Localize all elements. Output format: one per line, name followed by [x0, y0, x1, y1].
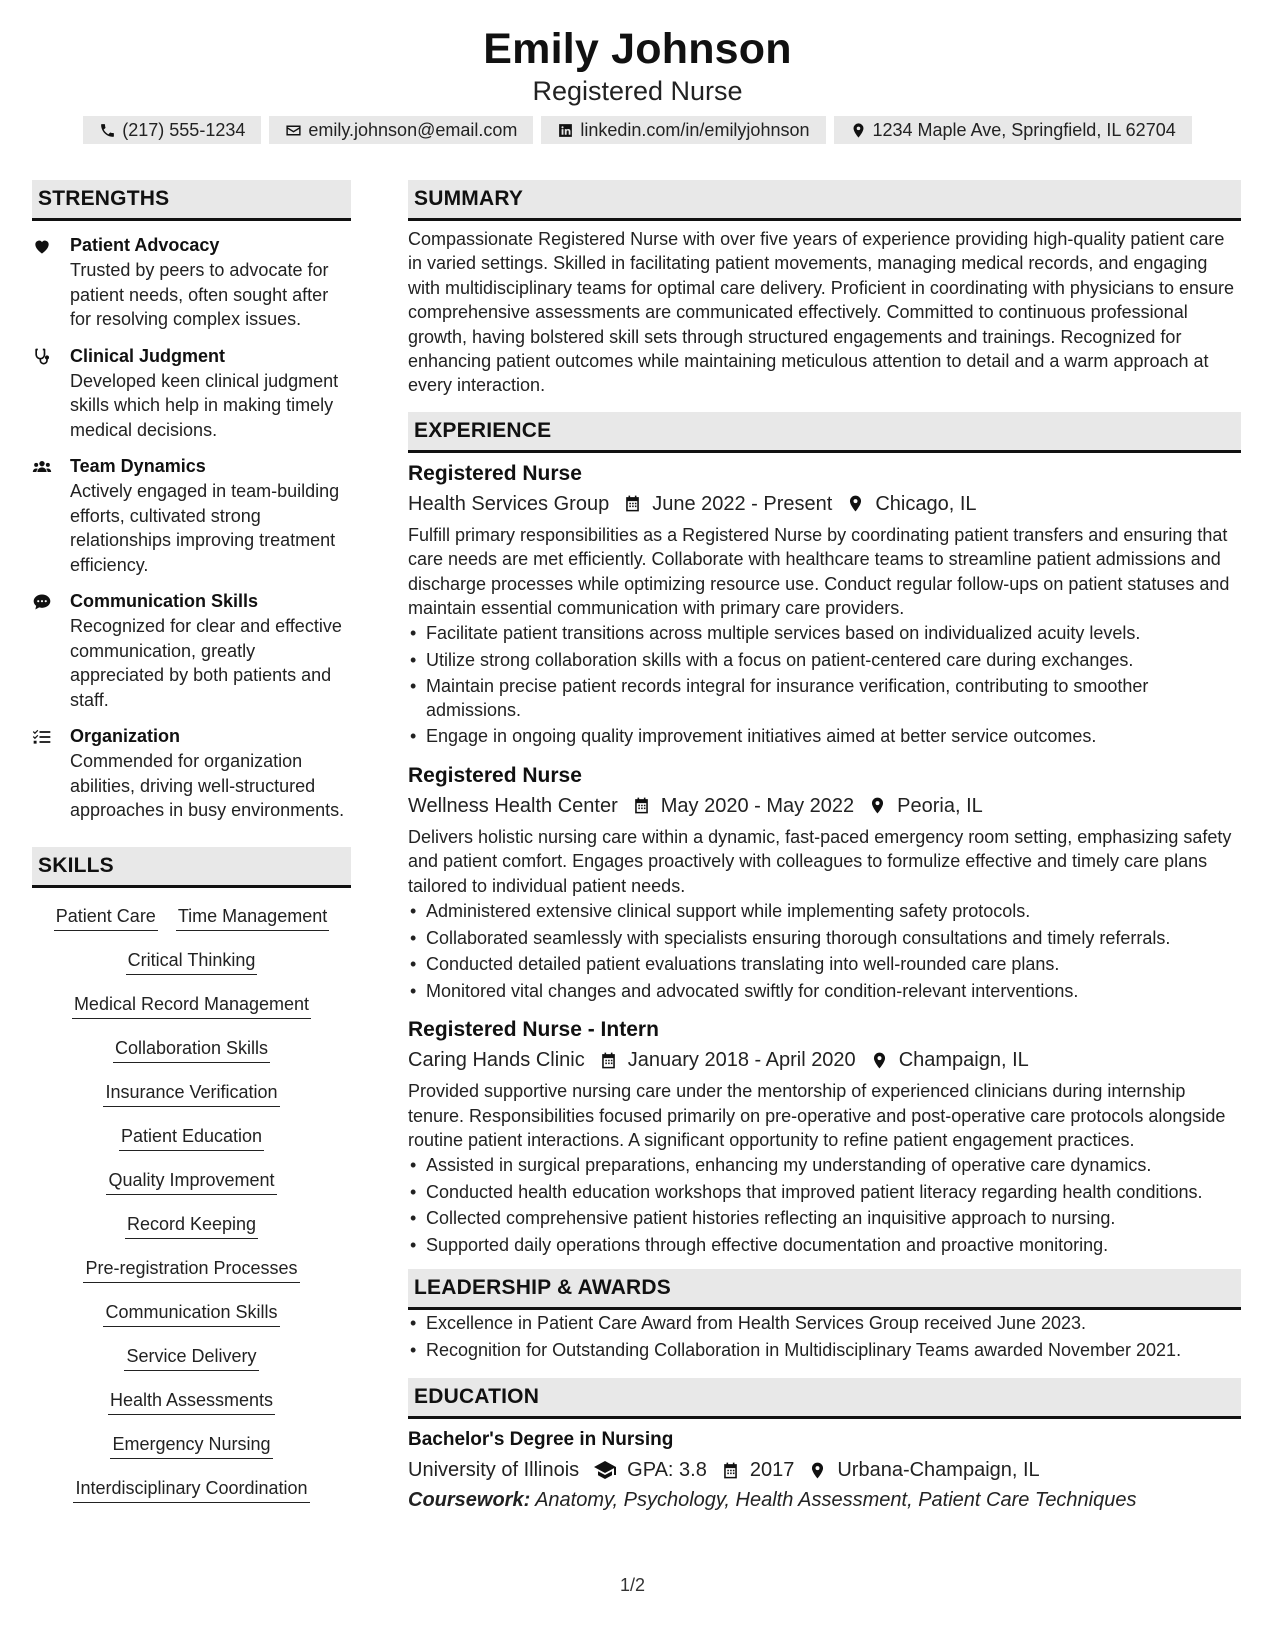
skill-tag: Emergency Nursing — [110, 1432, 272, 1459]
checklist-icon — [32, 727, 52, 747]
list-item: • Engage in ongoing quality improvement initiatives aimed at better service outcomes. — [408, 725, 1241, 749]
job-dates: January 2018 - April 2020 — [627, 1049, 856, 1072]
skill-tag: Interdisciplinary Coordination — [73, 1476, 309, 1503]
envelope-icon — [285, 122, 302, 139]
job-location: Champaign, IL — [898, 1049, 1029, 1072]
education-location: Urbana-Champaign, IL — [837, 1459, 1040, 1482]
job-meta — [408, 1045, 1241, 1075]
education-meta — [408, 1455, 1241, 1485]
summary-text: Compassionate Registered Nurse with over five years of experience providing high-quality patient care in varied settings. Skilled in facilitating patient movements, managing medical records, and engaging with multidisciplinary teams for optimal care delivery. Proficient in coordinating with physicians to ensure comprehensive assessments are communicated effectively. Committed to continuous professional growth, having bolstered skill sets through structured engagements and trainings. Recognized for enhancing patient outcomes while maintaining meticulous attention to detail and a warm approach at every interaction. — [408, 229, 1235, 396]
calendar-icon — [599, 1051, 618, 1070]
skill-tag: Service Delivery — [124, 1344, 258, 1371]
map-pin-icon — [808, 1461, 827, 1480]
right-column — [408, 180, 1241, 1515]
strength-title: Patient Advocacy — [70, 235, 220, 255]
contact-bar — [0, 116, 1275, 144]
list-item: • Assisted in surgical preparations, enhancing my understanding of operative care dynamics. — [408, 1154, 1241, 1178]
list-item: • Conducted detailed patient evaluations translating into well-rounded care plans. — [408, 953, 1241, 977]
coursework-text: Anatomy, Psychology, Health Assessment, Patient Care Techniques — [535, 1489, 1137, 1512]
map-pin-icon — [846, 494, 865, 513]
map-pin-icon — [868, 796, 887, 815]
list-item: • Administered extensive clinical support while implementing safety protocols. — [408, 900, 1241, 924]
job-location: Peoria, IL — [897, 794, 983, 817]
map-pin-icon — [850, 122, 867, 139]
list-item: • Facilitate patient transitions across multiple services based on individualized acuity levels. — [408, 622, 1241, 646]
contact-phone[interactable] — [83, 116, 261, 144]
map-pin-icon — [870, 1051, 889, 1070]
job-dates: May 2020 - May 2022 — [660, 794, 855, 817]
stethoscope-icon — [32, 347, 52, 367]
phone-icon — [99, 122, 116, 139]
contact-linkedin[interactable] — [541, 116, 825, 144]
job-company: Wellness Health Center — [408, 794, 618, 817]
left-column — [32, 180, 351, 1520]
chat-bubble-icon — [32, 592, 52, 612]
job-description: Delivers holistic nursing care within a dynamic, fast-paced emergency room setting, emphasizing safety and patient comfort. Engages proactively with colleagues to formulize effective and timely care plans tailored to individual patient needs. — [408, 826, 1232, 896]
skill-tag: Communication Skills — [103, 1300, 279, 1327]
education-coursework — [408, 1485, 1241, 1515]
skill-tag: Medical Record Management — [72, 992, 311, 1019]
strength-title: Team Dynamics — [70, 456, 206, 476]
strength-title: Communication Skills — [70, 591, 259, 611]
awards-heading: LEADERSHIP & AWARDS — [408, 1269, 1241, 1310]
strength-item — [32, 233, 351, 332]
contact-linkedin-text: linkedin.com/in/emilyjohnson — [580, 119, 810, 140]
skill-tag: Quality Improvement — [106, 1168, 276, 1195]
education-heading: EDUCATION — [408, 1378, 1241, 1419]
strength-item — [32, 344, 351, 443]
strength-desc: Developed keen clinical judgment skills which help in making timely medical decisions. — [70, 370, 339, 440]
contact-address — [834, 116, 1192, 144]
job-entry — [408, 1015, 1241, 1257]
job-description: Provided supportive nursing care under the mentorship of experienced clinicians during internship tenure. Responsibilities focused primarily on pre-operative and post-operative care protocols alongside routine patient interactions. A significant opportunity to refine patient engagement practices. — [408, 1081, 1226, 1150]
skill-tag: Health Assessments — [108, 1388, 275, 1415]
job-company: Health Services Group — [408, 492, 610, 515]
skills-heading: SKILLS — [32, 847, 351, 888]
calendar-icon — [632, 796, 651, 815]
education-degree: Bachelor's Degree in Nursing — [408, 1429, 674, 1451]
coursework-label: Coursework: — [408, 1489, 531, 1512]
job-entry — [408, 459, 1241, 749]
job-title: Registered Nurse — [408, 461, 582, 485]
skill-tag: Pre-registration Processes — [83, 1256, 299, 1283]
awards-list — [408, 1312, 1241, 1362]
strengths-heading: STRENGTHS — [32, 180, 351, 221]
experience-heading: EXPERIENCE — [408, 412, 1241, 453]
list-item: • Supported daily operations through effective documentation and proactive monitoring. — [408, 1234, 1241, 1258]
contact-phone-text: (217) 555-1234 — [122, 119, 246, 140]
skill-tag: Patient Education — [119, 1124, 264, 1151]
summary-heading: SUMMARY — [408, 180, 1241, 221]
strength-item — [32, 589, 351, 712]
skill-tag: Record Keeping — [125, 1212, 258, 1239]
contact-address-text: 1234 Maple Ave, Springfield, IL 62704 — [872, 119, 1176, 140]
education-school: University of Illinois — [408, 1459, 580, 1482]
education-gpa: GPA: 3.8 — [627, 1459, 707, 1482]
list-item: • Utilize strong collaboration skills with a focus on patient-centered care during exchanges. — [408, 649, 1241, 673]
list-item: • Collaborated seamlessly with specialists ensuring thorough consultations and timely referrals. — [408, 927, 1241, 951]
job-bullets — [408, 622, 1241, 749]
resume-header — [0, 22, 1275, 144]
strength-item — [32, 454, 351, 577]
skill-tag: Insurance Verification — [103, 1080, 279, 1107]
calendar-icon — [623, 494, 642, 513]
education-year: 2017 — [749, 1459, 795, 1482]
skills-list — [32, 888, 351, 1520]
list-item: • Recognition for Outstanding Collaboration in Multidisciplinary Teams awarded November 2021. — [408, 1339, 1241, 1363]
strength-title: Organization — [70, 726, 181, 746]
list-item: • Maintain precise patient records integral for insurance verification, contributing to smoother admissions. — [408, 675, 1241, 722]
strength-desc: Commended for organization abilities, driving well-structured approaches in busy environments. — [70, 751, 345, 820]
job-title: Registered Nurse - Intern — [408, 1018, 659, 1042]
job-meta — [408, 489, 1241, 519]
graduation-cap-icon — [593, 1458, 617, 1482]
calendar-icon — [721, 1461, 740, 1480]
job-company: Caring Hands Clinic — [408, 1049, 585, 1072]
list-item: • Conducted health education workshops that improved patient literacy regarding health conditions. — [408, 1181, 1241, 1205]
job-location: Chicago, IL — [875, 492, 977, 515]
contact-email[interactable] — [269, 116, 533, 144]
page-number: 1/2 — [620, 1575, 646, 1595]
list-item: • Collected comprehensive patient histories reflecting an inquisitive approach to nursing. — [408, 1207, 1241, 1231]
candidate-name: Emily Johnson — [483, 25, 792, 73]
strength-desc: Trusted by peers to advocate for patient needs, often sought after for resolving complex issues. — [70, 260, 329, 329]
job-dates: June 2022 - Present — [652, 492, 833, 515]
users-icon — [32, 457, 52, 477]
heart-icon — [32, 236, 52, 256]
skill-tag: Time Management — [176, 904, 329, 931]
list-item: • Monitored vital changes and advocated swiftly for condition-relevant interventions. — [408, 980, 1241, 1004]
strength-item — [32, 724, 351, 823]
skill-tag: Critical Thinking — [126, 948, 258, 975]
skill-tag: Collaboration Skills — [113, 1036, 270, 1063]
candidate-role: Registered Nurse — [532, 76, 743, 106]
strength-desc: Actively engaged in team-building efforts, cultivated strong relationships improving treatment efficiency. — [70, 481, 340, 575]
job-meta — [408, 791, 1241, 821]
job-bullets — [408, 900, 1241, 1003]
job-title: Registered Nurse — [408, 763, 582, 787]
skill-tag: Patient Care — [54, 904, 158, 931]
strength-title: Clinical Judgment — [70, 345, 226, 366]
job-bullets — [408, 1154, 1241, 1257]
job-description: Fulfill primary responsibilities as a Registered Nurse by coordinating patient transfers and ensuring that care needs are met efficiently. Collaborate with healthcare teams to streamline patient admissions and discharge processes while optimizing resource use. Conduct regular follow-ups on patient statuses and maintain essential communication with primary care providers. — [408, 524, 1230, 619]
list-item: • Excellence in Patient Care Award from Health Services Group received June 2023. — [408, 1312, 1241, 1336]
job-entry — [408, 761, 1241, 1003]
strength-desc: Recognized for clear and effective communication, greatly appreciated by both patients and staff. — [70, 616, 342, 710]
contact-email-text: emily.johnson@email.com — [308, 119, 518, 140]
linkedin-icon — [557, 122, 574, 139]
